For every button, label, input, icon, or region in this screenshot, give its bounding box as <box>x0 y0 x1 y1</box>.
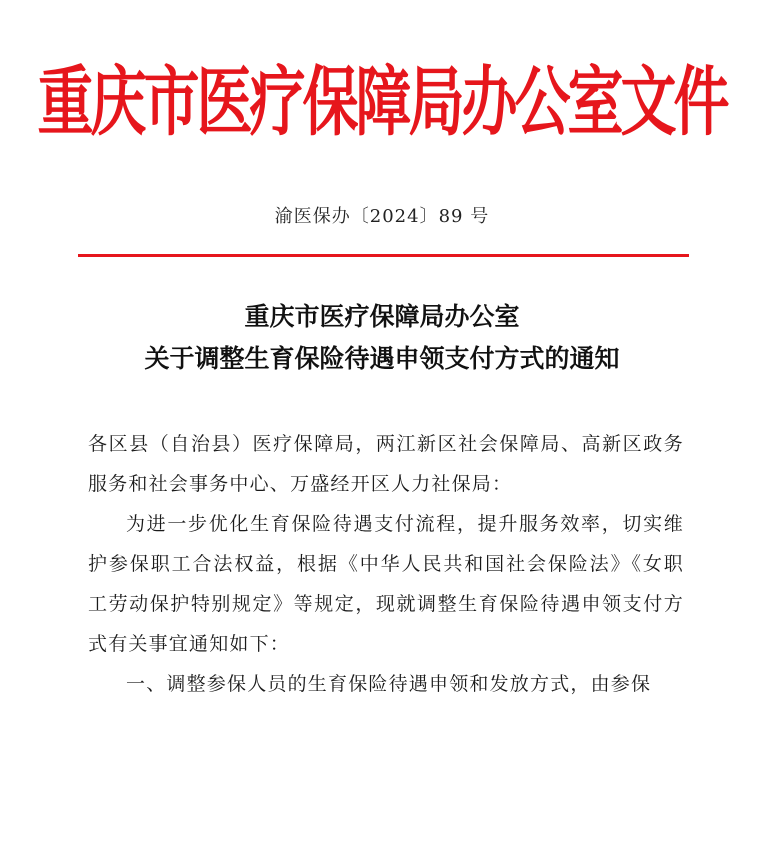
addressee-paragraph: 各区县（自治县）医疗保障局，两江新区社会保障局、高新区政务服务和社会事务中心、万盛经开区人力社保局： <box>88 433 684 495</box>
title-line-2: 关于调整生育保险待遇申领支付方式的通知 <box>144 344 620 373</box>
title-line-1: 重庆市医疗保障局办公室 <box>244 302 520 331</box>
intro-paragraph: 为进一步优化生育保险待遇支付流程，提升服务效率，切实维护参保职工合法权益，根据《中华人民共和国社会保险法》《女职工劳动保护特别规定》等规定，现就调整生育保险待遇申领支付方式有关事宜通知如下： <box>88 513 684 655</box>
document-number: 渝医保办〔2024〕89 号 <box>274 206 490 227</box>
red-divider <box>78 254 689 257</box>
document-header: 重庆市医疗保障局办公室文件 <box>37 58 727 147</box>
document-title <box>0 296 764 380</box>
item-one-paragraph: 一、调整参保人员的生育保险待遇申领和发放方式，由参保 <box>126 673 652 695</box>
document-body <box>88 424 684 704</box>
